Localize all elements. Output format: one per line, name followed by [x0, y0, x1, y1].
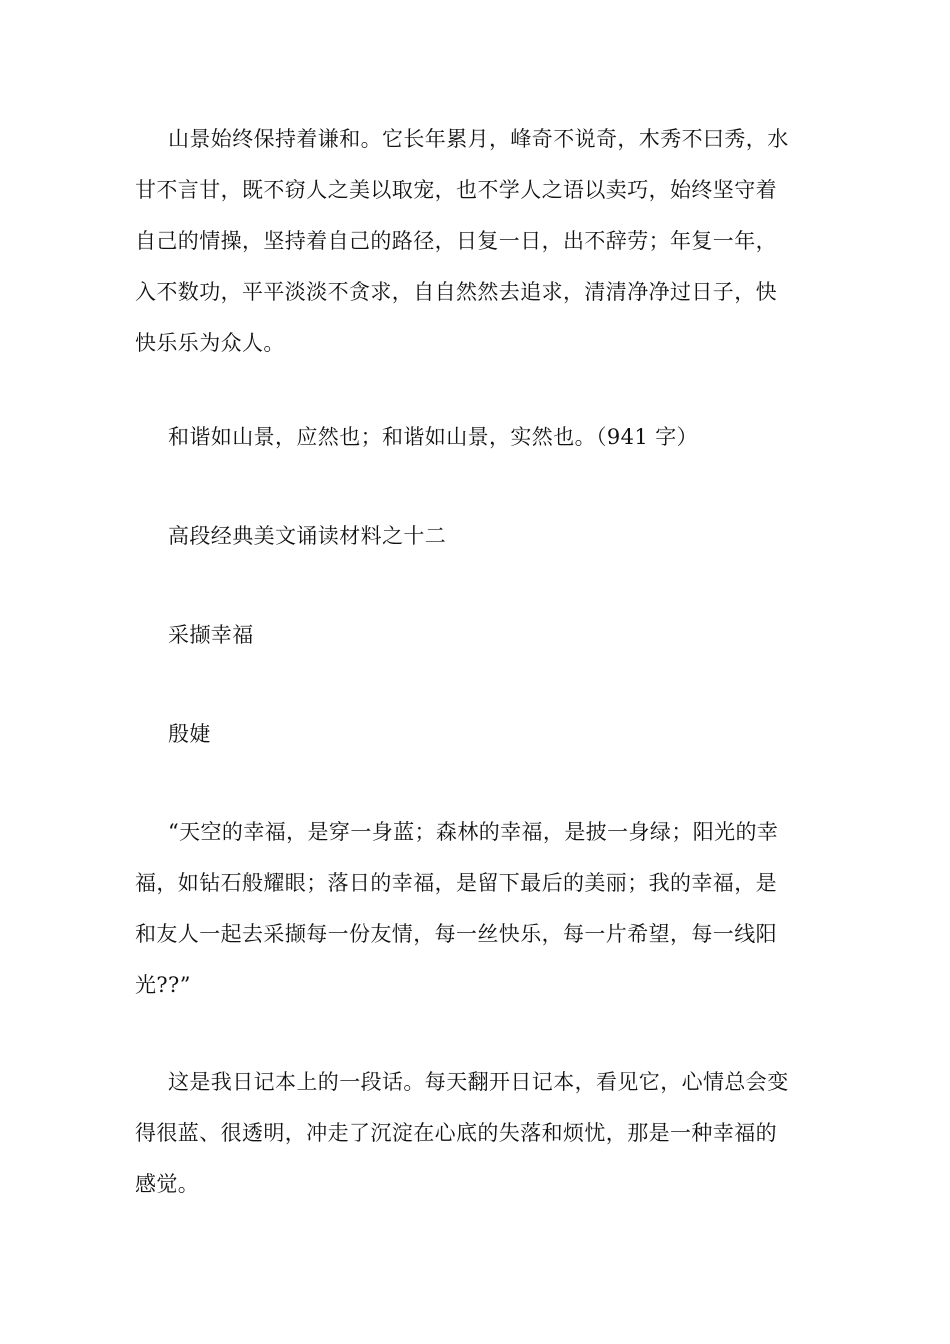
text-line: 光??” [135, 973, 191, 997]
paragraph-harmony-conclusion: 和谐如山景，应然也；和谐如山景，实然也。（941 字） [168, 425, 699, 449]
paragraph-diary-feeling [135, 1057, 825, 1210]
text-line: 这是我日记本上的一段话。每天翻开日记本，看见它，心情总会变 [168, 1070, 789, 1094]
text-line: 得很蓝、很透明，冲走了沉淀在心底的失落和烦忧，那是一种幸福的 [135, 1121, 777, 1145]
text-line: 福，如钻石般耀眼；落日的幸福，是留下最后的美丽；我的幸福，是 [135, 871, 777, 895]
text-line: 和友人一起去采撷每一份友情，每一丝快乐，每一片希望，每一线阳 [135, 922, 777, 946]
paragraph-diary-quote [135, 807, 825, 1011]
text-line: 甘不言甘，既不窃人之美以取宠，也不学人之语以卖巧，始终坚守着 [135, 178, 777, 202]
text-line: 自己的情操，坚持着自己的路径，日复一日，出不辞劳；年复一年， [135, 229, 777, 253]
text-line: 感觉。 [135, 1172, 200, 1196]
article-author: 殷婕 [168, 722, 211, 746]
text-line: 快乐乐为众人。 [135, 331, 285, 355]
article-title: 采撷幸福 [168, 623, 254, 647]
text-line: 山景始终保持着谦和。它长年累月，峰奇不说奇，木秀不曰秀，水 [168, 127, 789, 151]
text-line: “天空的幸福，是穿一身蓝；森林的幸福，是披一身绿；阳光的幸 [168, 820, 779, 844]
paragraph-mountain-scenery [135, 114, 825, 369]
section-heading: 高段经典美文诵读材料之十二 [168, 524, 447, 548]
text-line: 入不数功，平平淡淡不贪求，自自然然去追求，清清净净过日子，快 [135, 280, 777, 304]
